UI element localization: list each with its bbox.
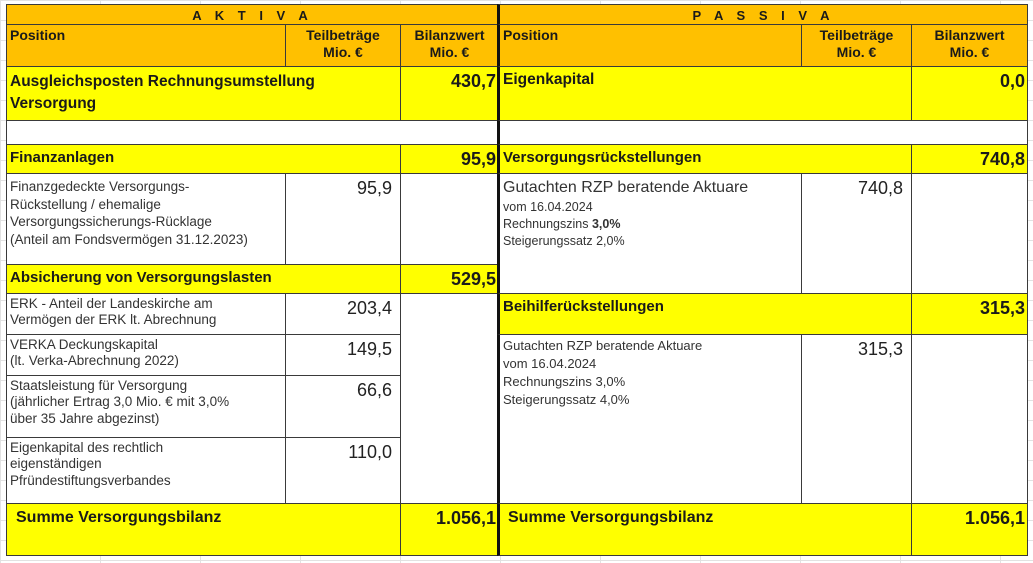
aktiva-ausgleich-label: Ausgleichsposten Rechnungsumstellung Versorgung bbox=[6, 66, 401, 121]
zins-label: Rechnungszins bbox=[503, 216, 592, 231]
aktiva-finanzanlagen-label: Finanzanlagen bbox=[6, 144, 401, 174]
passiva-versorgungsrueck-value: 740,8 bbox=[911, 144, 1028, 174]
desc-line: VERKA Deckungskapital bbox=[10, 337, 158, 352]
header-unit: Mio. € bbox=[949, 44, 990, 61]
header-unit: Mio. € bbox=[429, 44, 470, 61]
aktiva-absicherung-item-verka-value: 149,5 bbox=[285, 334, 401, 376]
passiva-eigenkapital-label: Eigenkapital bbox=[497, 66, 912, 121]
desc-line: ERK - Anteil der Landeskirche am bbox=[10, 296, 213, 311]
passiva-spacer-row bbox=[497, 120, 1028, 145]
header-label: Teilbeträge bbox=[819, 27, 894, 43]
header-unit: Mio. € bbox=[323, 44, 363, 61]
aktiva-spacer-row bbox=[6, 120, 499, 145]
passiva-title: P A S S I V A bbox=[497, 4, 1028, 25]
detail-line: Rechnungszins 3,0% bbox=[503, 373, 626, 389]
aktiva-absicherung-item-pfruende bbox=[6, 437, 286, 504]
header-unit: Mio. € bbox=[836, 44, 877, 61]
detail-line: vom 16.04.2024 bbox=[503, 199, 593, 214]
aktiva-finanz-item-desc bbox=[6, 173, 286, 265]
detail-line: Steigerungssatz 4,0% bbox=[503, 391, 630, 407]
aktiva-header-position: Position bbox=[6, 24, 286, 67]
aktiva-header-teilbetraege bbox=[285, 24, 401, 67]
header-label: Teilbeträge bbox=[306, 27, 380, 43]
desc-line: Versorgungssicherungs-Rücklage bbox=[10, 214, 212, 230]
desc-line: Vermögen der ERK lt. Abrechnung bbox=[10, 312, 217, 328]
aktiva-finanz-item-value: 95,9 bbox=[285, 173, 401, 265]
passiva-beihilfe-bilanz-col bbox=[911, 334, 1028, 504]
aktiva-finanz-item-bilanz bbox=[400, 173, 499, 265]
desc-line: (jährlicher Ertrag 3,0 Mio. € mit 3,0% bbox=[10, 394, 230, 410]
desc-line: Rückstellung / ehemalige bbox=[10, 196, 161, 212]
passiva-versorgungsrueck-detail bbox=[497, 173, 802, 294]
detail-line: vom 16.04.2024 bbox=[503, 355, 597, 371]
header-label: Bilanzwert bbox=[934, 27, 1005, 43]
zins-value: 3,0% bbox=[591, 216, 621, 231]
desc-line: Pfründestiftungsverbandes bbox=[10, 472, 171, 488]
aktiva-finanzanlagen-value: 95,9 bbox=[400, 144, 499, 174]
aktiva-absicherung-item-pfruende-value: 110,0 bbox=[285, 437, 401, 504]
desc-line: Staatsleistung für Versorgung bbox=[10, 378, 188, 393]
aktiva-title: A K T I V A bbox=[6, 4, 499, 25]
passiva-versorgungsrueck-teil-value: 740,8 bbox=[801, 173, 912, 294]
desc-line: Eigenkapital des rechtlich bbox=[10, 440, 164, 455]
aktiva-header-bilanzwert bbox=[400, 24, 499, 67]
passiva-summe-value: 1.056,1 bbox=[911, 503, 1028, 556]
desc-line: eigenständigen bbox=[10, 456, 102, 472]
passiva-summe-label: Summe Versorgungsbilanz bbox=[497, 503, 912, 556]
passiva-header-bilanzwert bbox=[911, 24, 1028, 67]
aktiva-absicherung-item-staatsleistung bbox=[6, 375, 286, 438]
passiva-versorgungsrueck-bilanz-col bbox=[911, 173, 1028, 294]
desc-line: Finanzgedeckte Versorgungs- bbox=[10, 179, 190, 194]
desc-line: (lt. Verka-Abrechnung 2022) bbox=[10, 353, 179, 369]
aktiva-absicherung-item-erk-value: 203,4 bbox=[285, 293, 401, 335]
passiva-eigenkapital-value: 0,0 bbox=[911, 66, 1028, 121]
detail-line: Gutachten RZP beratende Aktuare bbox=[503, 338, 703, 353]
detail-line bbox=[503, 217, 798, 232]
passiva-header-teilbetraege bbox=[801, 24, 912, 67]
aktiva-absicherung-value: 529,5 bbox=[400, 264, 499, 294]
aktiva-ausgleich-value: 430,7 bbox=[400, 66, 499, 121]
passiva-beihilfe-teil-value: 315,3 bbox=[801, 334, 912, 504]
aktiva-absicherung-label: Absicherung von Versorgungslasten bbox=[6, 264, 401, 294]
detail-line: Gutachten RZP beratende Aktuare bbox=[503, 179, 749, 196]
aktiva-summe-value: 1.056,1 bbox=[400, 503, 499, 556]
aktiva-absicherung-item-verka bbox=[6, 334, 286, 376]
passiva-versorgungsrueck-label: Versorgungsrückstellungen bbox=[497, 144, 912, 174]
passiva-beihilfe-value: 315,3 bbox=[911, 293, 1028, 335]
passiva-beihilfe-detail bbox=[497, 334, 802, 504]
desc-line: über 35 Jahre abgezinst) bbox=[10, 410, 160, 426]
desc-line: (Anteil am Fondsvermögen 31.12.2023) bbox=[10, 231, 248, 247]
detail-line: Steigerungssatz 2,0% bbox=[503, 234, 625, 249]
aktiva-summe-label: Summe Versorgungsbilanz bbox=[6, 503, 401, 556]
header-label: Bilanzwert bbox=[414, 27, 485, 43]
aktiva-absicherung-item-erk bbox=[6, 293, 286, 335]
aktiva-absicherung-item-staatsleistung-value: 66,6 bbox=[285, 375, 401, 438]
passiva-beihilfe-label: Beihilferückstellungen bbox=[497, 293, 912, 335]
aktiva-absicherung-bilanz-col bbox=[400, 293, 499, 504]
passiva-header-position: Position bbox=[497, 24, 802, 67]
